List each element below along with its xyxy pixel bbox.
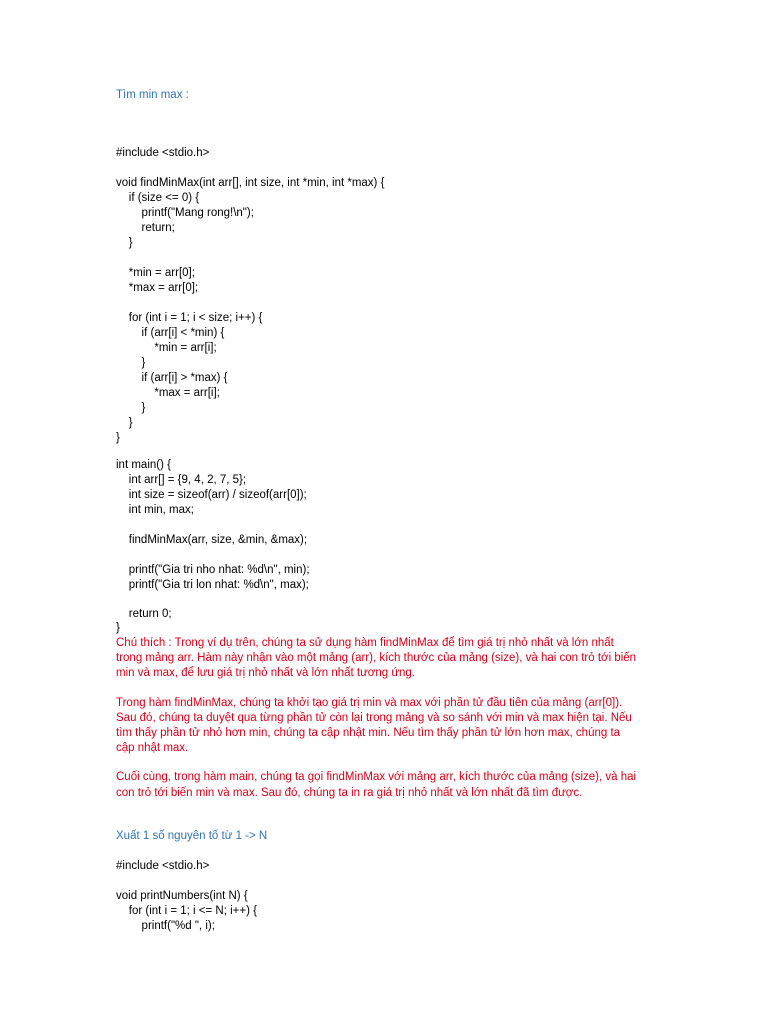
code-line: int main() { bbox=[116, 459, 171, 471]
code-line: *max = arr[0]; bbox=[116, 282, 199, 294]
code-line: int arr[] = {9, 4, 2, 7, 5}; bbox=[116, 474, 247, 486]
code-line: *min = arr[0]; bbox=[116, 267, 195, 279]
code-line: } bbox=[116, 402, 146, 414]
code-line: printf("Mang rong!\n"); bbox=[116, 207, 254, 219]
code-line: for (int i = 1; i <= N; i++) { bbox=[116, 905, 257, 917]
code-line: } bbox=[116, 357, 146, 369]
code-line: *min = arr[i]; bbox=[116, 342, 217, 354]
note-line: cập nhật max. bbox=[116, 742, 189, 754]
note-line: trong mảng arr. Hàm này nhận vào một mảng (arr), kích thước của mảng (size), và hai con trỏ tới biến bbox=[116, 652, 637, 664]
code-line: return 0; bbox=[116, 608, 172, 620]
note-line: Trong hàm findMinMax, chúng ta khởi tạo giá trị min và max với phần tử đầu tiên của mảng (arr[0]). bbox=[116, 697, 623, 709]
section-heading-prime-numbers: Xuất 1 số nguyên tố từ 1 -> N bbox=[116, 830, 268, 842]
code-line: } bbox=[116, 432, 120, 444]
code-line: if (size <= 0) { bbox=[116, 192, 200, 204]
note-line: con trỏ tới biến min và max. Sau đó, chúng ta in ra giá trị nhỏ nhất và lớn nhất đã tìm được. bbox=[116, 787, 583, 799]
code-line: *max = arr[i]; bbox=[116, 387, 220, 399]
code-line: #include <stdio.h> bbox=[116, 860, 210, 872]
code-line: for (int i = 1; i < size; i++) { bbox=[116, 312, 263, 324]
code-line: printf("Gia tri lon nhat: %d\n", max); bbox=[116, 579, 309, 591]
note-line: Cuối cùng, trong hàm main, chúng ta gọi findMinMax với mảng arr, kích thước của mảng (size), và hai bbox=[116, 771, 637, 783]
code-line: void printNumbers(int N) { bbox=[116, 890, 248, 902]
note-line: min và max, để lưu giá trị nhỏ nhất và lớn nhất tương ứng. bbox=[116, 667, 415, 679]
section-heading-min-max: Tìm min max : bbox=[116, 89, 189, 101]
code-line: findMinMax(arr, size, &min, &max); bbox=[116, 534, 308, 546]
code-line: printf("%d ", i); bbox=[116, 920, 215, 932]
code-line: return; bbox=[116, 222, 175, 234]
note-line: Sau đó, chúng ta duyệt qua từng phần tử còn lại trong mảng và so sánh với min và max hiện tại. Nếu bbox=[116, 712, 632, 724]
code-line: int size = sizeof(arr) / sizeof(arr[0]); bbox=[116, 489, 307, 501]
code-line: } bbox=[116, 237, 133, 249]
code-line: if (arr[i] > *max) { bbox=[116, 372, 228, 384]
code-line: int min, max; bbox=[116, 504, 194, 516]
code-line: void findMinMax(int arr[], int size, int *min, int *max) { bbox=[116, 177, 385, 189]
note-line: Chú thích : Trong ví dụ trên, chúng ta sử dụng hàm findMinMax để tìm giá trị nhỏ nhất và lớn nhất bbox=[116, 637, 614, 649]
code-line: } bbox=[116, 417, 133, 429]
code-line: #include <stdio.h> bbox=[116, 147, 210, 159]
code-line: printf("Gia tri nho nhat: %d\n", min); bbox=[116, 564, 310, 576]
code-line: } bbox=[116, 622, 120, 634]
code-line: if (arr[i] < *min) { bbox=[116, 327, 225, 339]
note-line: tìm thấy phần tử nhỏ hơn min, chúng ta cập nhật min. Nếu tìm thấy phần tử lớn hơn max, chúng ta bbox=[116, 727, 621, 739]
